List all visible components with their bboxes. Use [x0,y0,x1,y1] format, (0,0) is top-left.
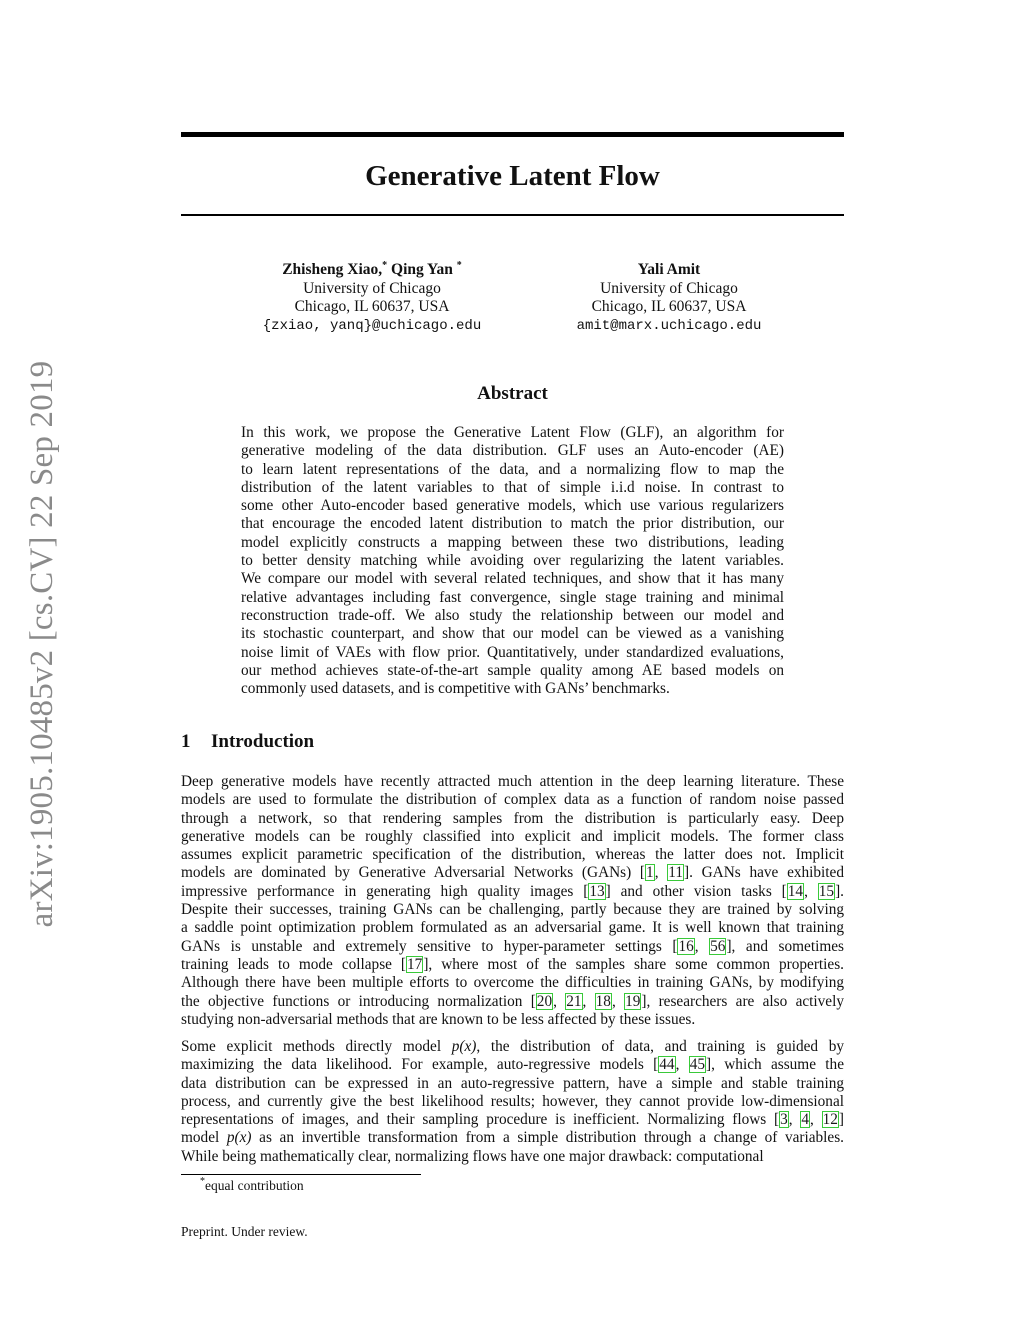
paper-title: Generative Latent Flow [365,160,660,192]
author-block-left [212,261,532,335]
paragraph-line [181,1129,844,1147]
paragraph-line [181,864,844,882]
section-number: 1 [181,731,191,752]
text-run: , [675,1056,689,1074]
citation-link[interactable]: 20 [536,992,553,1010]
abstract-line: noise limit of VAEs with flow prior. Quantitatively, under standardized evaluations, [241,643,784,661]
citation-link[interactable]: 1 [646,864,654,882]
author-address: Chicago, IL 60637, USA [591,298,747,315]
citation-link[interactable]: 18 [595,992,611,1010]
citation-link[interactable]: 3 [780,1111,788,1129]
text-run: impressive performance in generating high quality images [ [181,882,589,900]
text-run: training leads to mode collapse [ [181,955,407,973]
preprint-footer: Preprint. Under review. [181,1224,308,1239]
footnote-rule [181,1174,421,1175]
title-bottom-rule [181,214,844,216]
paragraph-line: While being mathematically clear, normalizing flows have one major drawback: computational [181,1147,764,1165]
paragraph-line: through a network, so that rendering samples from the distribution is particularly easy. Deep [181,809,844,827]
text-run: as an invertible transformation from a simple distribution through a change of variables. [251,1129,844,1147]
abstract-line: commonly used datasets, and is competitive with GANs’ benchmarks. [241,680,670,698]
equal-contribution-mark: * [382,260,388,271]
text-run: , [611,992,625,1010]
abstract-line: some other Auto-encoder based generative models, which use various regularizers [241,497,784,515]
abstract-body [241,424,784,698]
abstract-line: model explicitly constructs a mapping between these two distributions, leading [241,533,784,551]
text-run: models are dominated by Generative Adversarial Networks (GANs) [ [181,864,646,882]
text-run: , the distribution of data, and training is guided by [476,1038,845,1055]
text-run: , [804,882,818,900]
paragraph-line [181,883,844,901]
arxiv-identifier-stamp: arXiv:1905.10485v2 [cs.CV] 22 Sep 2019 [24,360,60,928]
text-run: ]. GANs have exhibited [683,864,844,882]
text-run: representations of images, and their sampling procedure is inefficient. Normalizing flows [ [181,1111,780,1129]
citation-link[interactable]: 12 [822,1111,838,1129]
text-run: ], which assume the [706,1056,844,1074]
text-run: GANs is unstable and extremely sensitive to hyper-parameter settings [ [181,937,678,955]
paragraph-line [181,1111,844,1129]
paragraph-line: models are used to formulate the distribution of complex data as a function of random noise passed [181,791,844,809]
author-name-amit: Yali Amit [637,261,701,278]
footnote [200,1178,304,1194]
paragraph-line [181,938,844,956]
abstract-line: our method achieves state-of-the-art sample quality among AE based models on [241,661,784,679]
author-affiliation: University of Chicago [600,279,738,297]
paragraph-line [181,1038,844,1056]
title-top-rule [181,132,844,137]
author-address: Chicago, IL 60637, USA [294,298,450,315]
citation-link[interactable]: 21 [566,992,582,1010]
text-run: ]. [835,882,844,900]
text-run: , [788,1111,801,1129]
author-email: amit@marx.uchicago.edu [576,317,762,334]
footnote-text: equal contribution [205,1178,304,1193]
abstract-line: relative advantages including fast convergence, single stage training and minimal [241,588,784,606]
paragraph-line: studying non-adversarial methods that are known to be less affected by these issues. [181,1010,696,1028]
text-run: , [654,864,668,882]
author-affiliation: University of Chicago [303,279,441,297]
text-run: ], researchers are also actively [641,992,844,1010]
text-run: , [694,937,710,955]
introduction-paragraph-2 [181,1038,844,1166]
citation-link[interactable]: 15 [818,882,835,900]
author-name-yan: Qing Yan [391,261,453,278]
citation-link[interactable]: 11 [668,864,683,882]
citation-link[interactable]: 14 [787,882,804,900]
citation-link[interactable]: 44 [659,1056,675,1074]
text-run: model [181,1129,227,1147]
abstract-line: reconstruction trade-off. We also study the relationship between our model and [241,606,784,624]
paragraph-line: Deep generative models have recently attracted much attention in the deep learning literature. These [181,773,844,790]
abstract-line: generative modeling of the data distribution. GLF uses an Auto-encoder (AE) [241,442,784,460]
paragraph-line [181,993,844,1011]
paragraph-line: a saddle point optimization problem formulated as an adversarial game. It is well known that training [181,919,844,937]
citation-link[interactable]: 56 [710,937,726,955]
author-block-right [509,261,829,335]
text-run: , [553,992,566,1010]
paragraph-line [181,956,844,974]
abstract-line: We compare our model with several related techniques, and show that it has many [241,570,784,588]
abstract-line: In this work, we propose the Generative Latent Flow (GLF), an algorithm for [241,424,784,441]
abstract-line: its stochastic counterpart, and show that our model can be viewed as a vanishing [241,625,784,643]
citation-link[interactable]: 19 [625,992,641,1010]
abstract-heading: Abstract [477,383,548,404]
section-heading-introduction [181,731,314,753]
text-run: maximizing the data likelihood. For example, auto-regressive models [ [181,1056,659,1074]
equal-contribution-mark: * [456,260,462,271]
paragraph-line: assumes explicit parametric specification of the distribution, whereas the latter does not. Implicit [181,846,844,864]
author-email: {zxiao, yanq}@uchicago.edu [262,317,482,334]
introduction-paragraph-1 [181,773,844,1029]
text-run: , [582,992,595,1010]
math-expression: p(x) [451,1038,477,1055]
paragraph-line: process, and currently give the best likelihood results; however, they cannot provide low-dimensional [181,1092,844,1110]
text-run: Some explicit methods directly model [181,1038,452,1055]
citation-link[interactable]: 17 [407,955,423,973]
citation-link[interactable]: 4 [801,1111,809,1129]
abstract-line: to learn latent representations of the data, and a normalizing flow to map the [241,460,784,478]
abstract-line: to better density matching while avoiding over regularizing the latent variables. [241,552,784,570]
citation-link[interactable]: 16 [678,937,694,955]
author-name-xiao: Zhisheng Xiao, [282,261,383,278]
citation-link[interactable]: 13 [589,882,605,900]
paragraph-line: Despite their successes, training GANs can be challenging, partly because they are trained by solving [181,901,844,919]
paragraph-line [181,1056,844,1074]
author-names [212,261,532,280]
abstract-line: that encourage the encoded latent distribution to match the prior distribution, our [241,515,784,533]
footnote-mark: * [200,1176,205,1187]
math-expression: p(x) [226,1129,252,1147]
citation-link[interactable]: 45 [689,1056,706,1074]
paragraph-line: data distribution can be expressed in an auto-regressive pattern, have a simple and stable training [181,1074,844,1092]
abstract-line: distribution of the latent variables to that of simple i.i.d noise. In contrast to [241,478,784,496]
text-run: ], and sometimes [726,937,844,955]
text-run: ], where most of the samples share some common properties. [423,955,844,973]
text-run: , [810,1111,822,1129]
paragraph-line: Although there have been multiple efforts to overcome the difficulties in training GANs, by modifying [181,974,844,992]
paragraph-line: generative models can be roughly classified into explicit and implicit models. The former class [181,827,844,845]
text-run: ] [838,1111,844,1129]
section-title: Introduction [211,731,315,752]
text-run: the objective functions or introducing normalization [ [181,992,536,1010]
text-run: ] and other vision tasks [ [605,882,787,900]
